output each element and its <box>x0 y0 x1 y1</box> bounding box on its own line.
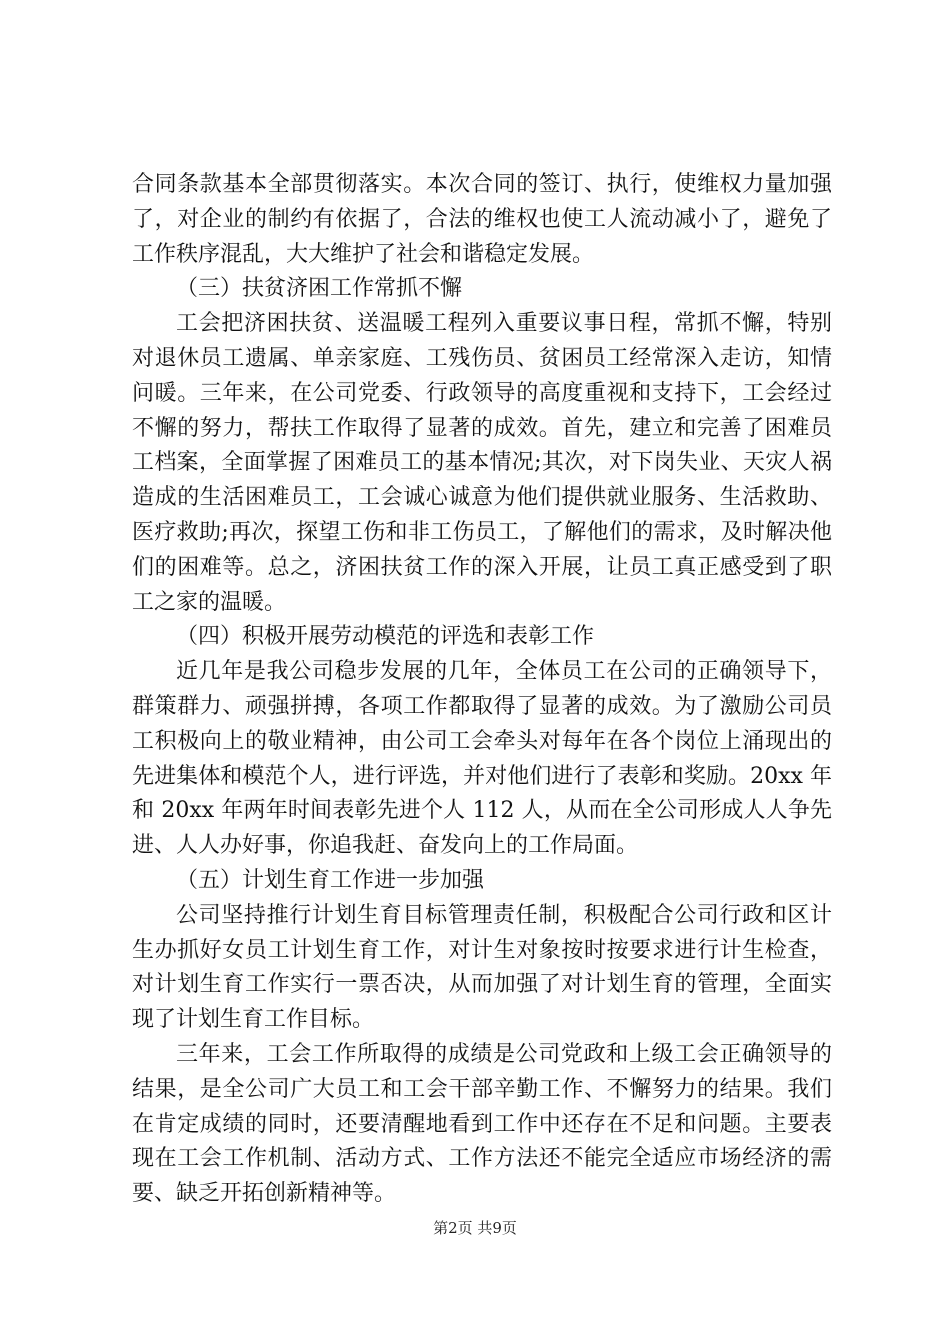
section-heading: （四）积极开展劳动模范的评选和表彰工作 <box>176 624 595 650</box>
body-paragraph: 近几年是我公司稳步发展的几年，全体员工在公司的正确领导下，群策群力、顽强拼搏，各项工作都取得了显著的成效。为了激励公司员工积极向上的敬业精神，由公司工会牵头对每年在各个岗位上涌现出的先进集体和模范个人，进行评选，并对他们进行了表彰和奖励。20xx 年和 20xx 年两年时间表彰先进个人 112 人，从而在全公司形成人人争先进、人人办好事，你追我赶、奋发向上的工作局面。 <box>132 659 832 859</box>
body-paragraph: 公司坚持推行计划生育目标管理责任制，积极配合公司行政和区计生办抓好女员工计划生育工作，对计生对象按时按要求进行计生检查，对计划生育工作实行一票否决，从而加强了对计划生育的管理，全面实现了计划生育工作目标。 <box>132 902 832 1033</box>
section-heading: （五）计划生育工作进一步加强 <box>176 867 485 893</box>
document-body <box>132 168 832 1212</box>
page-footer: 第2页 共9页 <box>433 1219 517 1237</box>
section-heading: （三）扶贫济困工作常抓不懈 <box>176 276 463 302</box>
body-paragraph: 三年来，工会工作所取得的成绩是公司党政和上级工会正确领导的结果，是全公司广大员工和工会干部辛勤工作、不懈努力的结果。我们在肯定成绩的同时，还要清醒地看到工作中还存在不足和问题。主要表现在工会工作机制、活动方式、工作方法还不能完全适应市场经济的需要、缺乏开拓创新精神等。 <box>132 1041 832 1207</box>
body-paragraph: 合同条款基本全部贯彻落实。本次合同的签订、执行，使维权力量加强了，对企业的制约有依据了，合法的维权也使工人流动减小了，避免了工作秩序混乱，大大维护了社会和谐稳定发展。 <box>132 172 832 267</box>
body-paragraph: 工会把济困扶贫、送温暖工程列入重要议事日程，常抓不懈，特别对退休员工遗属、单亲家庭、工残伤员、贫困员工经常深入走访，知情问暖。三年来，在公司党委、行政领导的高度重视和支持下，工会经过不懈的努力，帮扶工作取得了显著的成效。首先，建立和完善了困难员工档案，全面掌握了困难员工的基本情况;其次，对下岗失业、天灾人祸造成的生活困难员工，工会诚心诚意为他们提供就业服务、生活救助、医疗救助;再次，探望工伤和非工伤员工，了解他们的需求，及时解决他们的困难等。总之，济困扶贫工作的深入开展，让员工真正感受到了职工之家的温暖。 <box>132 311 832 615</box>
